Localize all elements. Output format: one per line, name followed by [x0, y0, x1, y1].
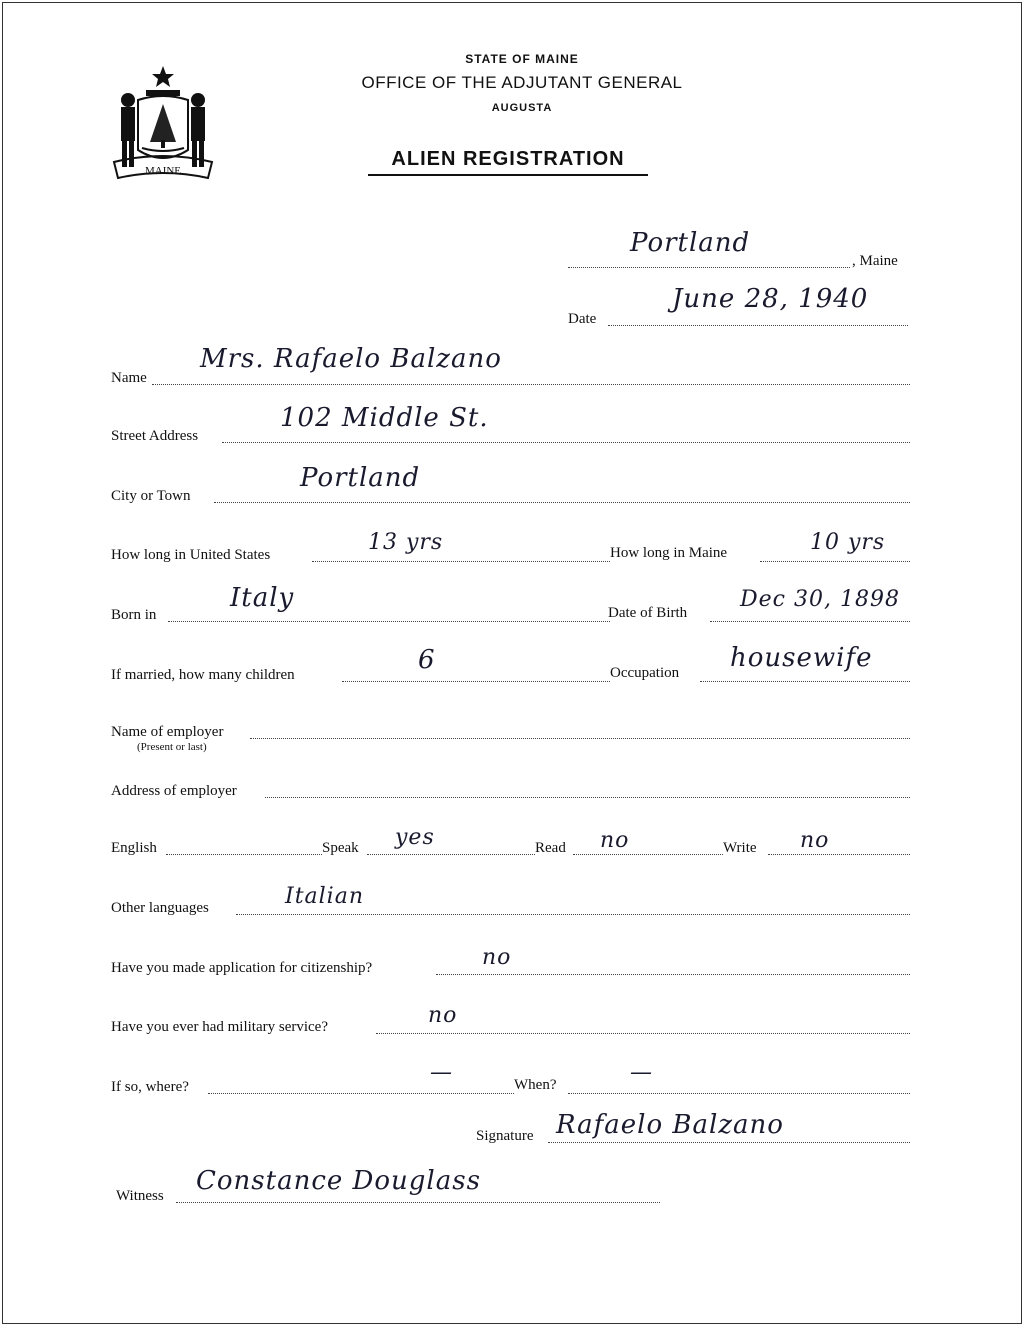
employer-label: Name of employer	[111, 724, 224, 740]
us-duration-label: How long in United States	[111, 547, 271, 563]
occupation-label: Occupation	[610, 665, 680, 681]
witness-value: Constance Douglass	[196, 1166, 481, 1196]
date-line	[608, 324, 908, 326]
us-duration-value: 13 yrs	[368, 530, 444, 555]
name-value: Mrs. Rafaelo Balzano	[200, 344, 502, 374]
occupation-line	[700, 680, 910, 682]
maine-duration-label: How long in Maine	[610, 545, 728, 561]
signature-value: Rafaelo Balzano	[556, 1110, 784, 1140]
english-line	[166, 853, 322, 855]
seal-banner-text: MAINE	[144, 165, 182, 177]
when-label: When?	[514, 1077, 557, 1093]
name-line	[152, 383, 910, 385]
children-value: 6	[418, 645, 436, 675]
dob-value: Dec 30, 1898	[740, 587, 900, 612]
born-value: Italy	[230, 583, 295, 613]
employer-line	[250, 737, 910, 739]
read-value: no	[600, 828, 630, 853]
speak-label: Speak	[322, 840, 359, 856]
place-maine-label: , Maine	[852, 253, 898, 269]
place-value: Portland	[630, 228, 751, 258]
military-line	[376, 1032, 910, 1034]
employer-note: (Present or last)	[137, 741, 207, 753]
title-underline	[368, 174, 648, 176]
citizenship-label: Have you made application for citizenship?	[111, 960, 373, 976]
other-languages-value: Italian	[285, 884, 365, 909]
dob-line	[710, 620, 910, 622]
witness-line	[176, 1201, 660, 1203]
header-city: AUGUSTA	[491, 102, 553, 114]
employer-address-label: Address of employer	[111, 783, 237, 799]
other-languages-label: Other languages	[111, 900, 209, 916]
read-label: Read	[535, 840, 566, 856]
maine-duration-value: 10 yrs	[810, 530, 886, 555]
city-label: City or Town	[111, 488, 191, 504]
header-office: OFFICE OF THE ADJUTANT GENERAL	[361, 73, 683, 92]
where-line	[208, 1092, 514, 1094]
write-label: Write	[723, 840, 757, 856]
military-label: Have you ever had military service?	[111, 1019, 328, 1035]
born-label: Born in	[111, 607, 157, 623]
citizenship-value: no	[482, 945, 512, 970]
where-label: If so, where?	[111, 1079, 189, 1095]
employer-address-line	[265, 796, 910, 798]
date-label: Date	[568, 311, 597, 327]
write-line	[768, 853, 910, 855]
where-value: —	[430, 1060, 453, 1085]
military-value: no	[428, 1003, 458, 1028]
date-value: June 28, 1940	[672, 284, 869, 314]
when-value: —	[630, 1060, 653, 1085]
english-label: English	[111, 840, 157, 856]
place-line	[568, 266, 850, 268]
maine-duration-line	[760, 560, 910, 562]
header-state: STATE OF MAINE	[465, 52, 579, 66]
other-languages-line	[236, 913, 910, 915]
street-value: 102 Middle St.	[280, 403, 489, 433]
born-line	[168, 620, 610, 622]
signature-label: Signature	[476, 1128, 534, 1144]
us-duration-line	[312, 560, 610, 562]
street-label: Street Address	[111, 428, 199, 444]
read-line	[573, 853, 723, 855]
occupation-value: housewife	[730, 643, 873, 673]
form-title: ALIEN REGISTRATION	[391, 148, 625, 170]
citizenship-line	[436, 973, 910, 975]
children-label: If married, how many children	[111, 667, 295, 683]
name-label: Name	[111, 370, 147, 386]
street-line	[222, 441, 910, 443]
signature-line	[548, 1141, 910, 1143]
dob-label: Date of Birth	[608, 605, 688, 621]
children-line	[342, 680, 610, 682]
when-line	[568, 1092, 910, 1094]
witness-label: Witness	[116, 1188, 164, 1204]
write-value: no	[800, 828, 830, 853]
speak-line	[367, 853, 535, 855]
city-line	[214, 501, 910, 503]
city-value: Portland	[300, 463, 421, 493]
speak-value: yes	[395, 825, 435, 850]
